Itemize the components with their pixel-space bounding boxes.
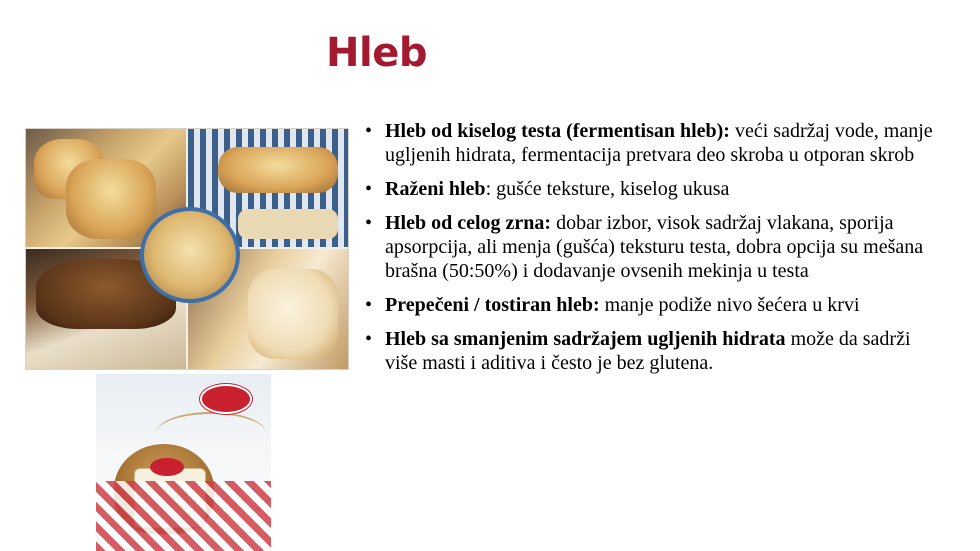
list-item: • Prepečeni / tostiran hleb: manje podiže nivo šećera u krvi bbox=[363, 293, 943, 317]
bread-package-photo bbox=[96, 374, 271, 551]
list-item: • Hleb od kiselog testa (fermentisan hleb): veći sadržaj vode, manje ugljenih hidrata, fermentacija pretvara deo skroba u otporan skrob bbox=[363, 119, 943, 167]
list-item: • Hleb sa smanjenim sadržajem ugljenih hidrata može da sadrži više masti i aditiva i često je bez glutena. bbox=[363, 327, 943, 375]
package-label-logo bbox=[150, 458, 184, 476]
round-bread-plate-photo bbox=[140, 207, 240, 303]
bullet-list bbox=[363, 119, 943, 385]
slide-title: Hleb bbox=[326, 30, 427, 76]
checkered-cloth bbox=[96, 481, 271, 551]
list-item: • Raženi hleb: gušće teksture, kiselog ukusa bbox=[363, 177, 943, 201]
bread-collage-photo bbox=[25, 128, 349, 370]
package-logo bbox=[200, 384, 252, 414]
list-item: • Hleb od celog zrna: dobar izbor, visok sadržaj vlakana, sporija apsorpcija, ali menja (gušća) teksturu testa, dobra opcija su mešana brašna (50:50%) i dodavanje ovsenih mekinja u testa bbox=[363, 211, 943, 283]
